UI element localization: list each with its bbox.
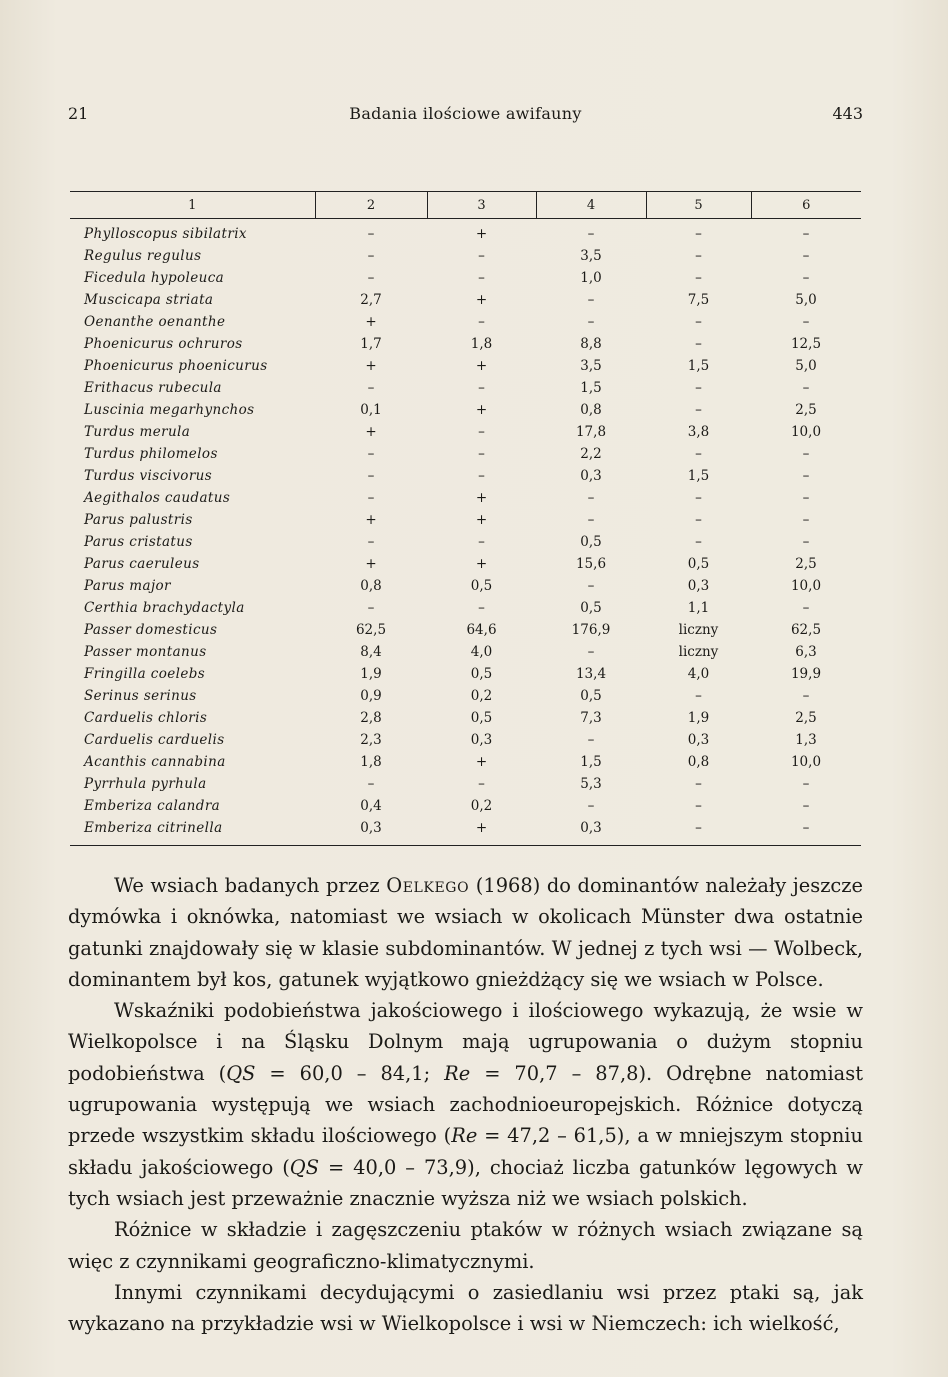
table-cell: 12,5: [790, 336, 822, 352]
table-row: [70, 311, 861, 333]
table-cell: 0,5: [470, 710, 493, 726]
table-cell: –: [802, 490, 810, 506]
table-row: [70, 707, 861, 729]
table-cell: –: [367, 380, 375, 396]
table-cell: –: [478, 270, 485, 286]
index-symbol: QS: [289, 1155, 319, 1179]
species-name: Pyrrhula pyrhula: [84, 776, 207, 792]
table-cell: –: [367, 776, 375, 792]
table-cell: +: [475, 292, 488, 308]
table-cell: –: [367, 270, 375, 286]
table-cell: 7,5: [687, 292, 710, 308]
table-cell: liczny: [678, 644, 719, 660]
table-row: [70, 817, 861, 846]
species-name: Turdus viscivorus: [84, 468, 213, 484]
table-cell: –: [695, 446, 702, 462]
table-cell: +: [475, 512, 488, 528]
table-cell: 6,3: [795, 644, 817, 660]
species-name: Parus cristatus: [84, 534, 193, 550]
table-row: [70, 289, 861, 311]
table-cell: +: [475, 402, 488, 418]
table-row: [70, 663, 861, 685]
table-cell: –: [478, 468, 485, 484]
table-cell: 62,5: [790, 622, 822, 638]
paragraph: Różnice w składzie i zagęszczeniu ptaków w różnych wsiach związane są więc z czynnikami geograficzno-klimatycznymi.: [68, 1218, 863, 1273]
table-cell: –: [367, 446, 375, 462]
table-row: [70, 487, 861, 509]
table-cell: –: [587, 732, 595, 748]
table-cell: –: [478, 600, 485, 616]
table-cell: –: [367, 600, 375, 616]
species-name: Certhia brachydactyla: [84, 600, 245, 616]
table-cell: 5,0: [795, 292, 817, 308]
column-header: 1: [70, 192, 315, 219]
column-header: 6: [751, 192, 861, 219]
species-name: Fringilla coelebs: [84, 666, 206, 682]
species-name: Turdus merula: [84, 424, 191, 440]
table-cell: 1,9: [360, 666, 382, 682]
table-cell: –: [587, 314, 595, 330]
table-cell: –: [478, 534, 485, 550]
table-cell: 5,0: [795, 358, 817, 374]
table-cell: –: [802, 248, 810, 264]
table-cell: +: [365, 424, 377, 440]
table-cell: +: [475, 358, 488, 374]
text-run: = 60,0 – 84,1;: [255, 1061, 445, 1085]
species-name: Aegithalos caudatus: [84, 490, 231, 506]
table-cell: 1,0: [580, 270, 602, 286]
index-symbol: Re: [444, 1061, 471, 1085]
text-run: = 40,0 – 73,9), chociaż liczba gatunków lęgowych w tych wsiach jest przeważnie znacznie wyższa niż we wsiach polskich.: [68, 1155, 864, 1210]
table-cell: –: [587, 226, 595, 242]
species-name: Carduelis chloris: [84, 710, 208, 726]
table-row: [70, 795, 861, 817]
table-cell: –: [802, 512, 810, 528]
table-cell: –: [478, 314, 485, 330]
table-cell: 1,9: [687, 710, 710, 726]
table-cell: –: [802, 820, 810, 836]
table-cell: 17,8: [575, 424, 607, 440]
table-cell: –: [695, 798, 702, 814]
species-name: Parus caeruleus: [84, 556, 200, 572]
table-cell: –: [802, 270, 810, 286]
table-cell: +: [475, 820, 488, 836]
bird-density-table: [70, 191, 861, 846]
species-name: Carduelis carduelis: [84, 732, 225, 748]
table-cell: –: [478, 776, 485, 792]
table-cell: 2,7: [360, 292, 382, 308]
table-row: [70, 443, 861, 465]
species-name: Serinus serinus: [84, 688, 197, 704]
table-cell: 0,5: [580, 688, 602, 704]
table-cell: –: [695, 248, 702, 264]
table-row: [70, 619, 861, 641]
table-cell: 0,5: [470, 578, 493, 594]
table-cell: 1,5: [580, 380, 602, 396]
index-symbol: QS: [226, 1061, 256, 1085]
table-row: [70, 531, 861, 553]
table-cell: 4,0: [687, 666, 710, 682]
table-cell: –: [695, 402, 702, 418]
species-name: Parus palustris: [84, 512, 193, 528]
table-cell: 7,3: [580, 710, 602, 726]
table-cell: 10,0: [790, 754, 822, 770]
running-header: [68, 104, 863, 130]
table-cell: 2,5: [795, 402, 817, 418]
species-name: Turdus philomelos: [84, 446, 218, 462]
table-cell: 1,3: [795, 732, 817, 748]
table-row: [70, 509, 861, 531]
table-cell: 4,0: [470, 644, 493, 660]
table-row: [70, 597, 861, 619]
paragraph: [68, 870, 863, 995]
table-row: [70, 575, 861, 597]
column-header: 5: [646, 192, 751, 219]
species-name: Muscicapa striata: [84, 292, 214, 308]
table-cell: –: [587, 512, 595, 528]
column-header: 3: [427, 192, 536, 219]
species-name: Erithacus rubecula: [84, 380, 222, 396]
table-cell: –: [802, 380, 810, 396]
table-cell: 0,3: [687, 578, 710, 594]
table-cell: –: [802, 446, 810, 462]
table-cell: –: [367, 490, 375, 506]
table-row: [70, 465, 861, 487]
text-run: (1968) do dominantów należały jeszcze dymówka i oknówka, natomiast we wsiach w okolicach Münster dwa ostatnie gatunki znajdowały się w klasie subdominantów. W jednej z tych wsi — Wolbeck, dominantem był kos, gatunek wyjątkowo gnieżdżący się we wsiach w Polsce.: [68, 874, 863, 991]
table-row: [70, 399, 861, 421]
table-cell: –: [587, 578, 595, 594]
table-cell: 0,5: [687, 556, 710, 572]
table-cell: –: [367, 226, 375, 242]
table-cell: +: [365, 358, 377, 374]
species-name: Emberiza calandra: [84, 798, 221, 814]
table-row: [70, 421, 861, 443]
table-row: [70, 219, 861, 246]
table-cell: 0,2: [470, 688, 493, 704]
table-cell: 0,3: [687, 732, 710, 748]
table-cell: 3,8: [687, 424, 710, 440]
species-name: Emberiza citrinella: [84, 820, 223, 836]
table-cell: 10,0: [790, 424, 822, 440]
table-cell: +: [365, 512, 377, 528]
table-cell: 0,8: [687, 754, 710, 770]
table-cell: –: [802, 226, 810, 242]
table-cell: 176,9: [571, 622, 611, 638]
table-cell: –: [695, 336, 702, 352]
species-name: Phoenicurus phoenicurus: [84, 358, 268, 374]
table-cell: 64,6: [466, 622, 497, 638]
species-name: Phoenicurus ochruros: [84, 336, 243, 352]
table-row: [70, 245, 861, 267]
table-cell: 2,2: [580, 446, 602, 462]
table-cell: –: [478, 446, 485, 462]
species-name: Ficedula hypoleuca: [84, 270, 225, 286]
table-cell: 1,5: [687, 468, 710, 484]
species-name: Parus major: [84, 578, 171, 594]
table-cell: 13,4: [575, 666, 607, 682]
table-cell: 0,3: [580, 820, 602, 836]
table-cell: –: [695, 688, 702, 704]
table-cell: 1,5: [580, 754, 602, 770]
table-cell: 2,3: [360, 732, 382, 748]
table-cell: 0,3: [360, 820, 382, 836]
table-cell: –: [695, 512, 702, 528]
page-number-left: 21: [68, 104, 89, 123]
table-cell: –: [802, 688, 810, 704]
table-row: [70, 751, 861, 773]
table-cell: 62,5: [355, 622, 387, 638]
table-cell: 3,5: [580, 248, 602, 264]
table-cell: 0,4: [360, 798, 382, 814]
species-name: Luscinia megarhynchos: [84, 402, 255, 418]
table-cell: –: [802, 534, 810, 550]
table-cell: 2,8: [360, 710, 382, 726]
table-cell: 0,8: [580, 402, 602, 418]
table-cell: 0,9: [360, 688, 382, 704]
species-name: Phylloscopus sibilatrix: [84, 226, 247, 242]
table-cell: –: [802, 314, 810, 330]
table-cell: +: [475, 490, 488, 506]
running-title: Badania ilościowe awifauny: [349, 104, 582, 123]
table-cell: 3,5: [580, 358, 602, 374]
page-number-right: 443: [832, 104, 863, 123]
table-cell: –: [478, 248, 485, 264]
table-cell: 0,2: [470, 798, 493, 814]
table-cell: 0,3: [470, 732, 493, 748]
table-cell: –: [695, 820, 702, 836]
paragraph: Innymi czynnikami decydującymi o zasiedlaniu wsi przez ptaki są, jak wykazano na przykładzie wsi w Wielkopolsce i wsi w Niemczech: ich wielkość,: [68, 1280, 863, 1336]
species-name: Oenanthe oenanthe: [84, 314, 226, 330]
table-cell: +: [365, 314, 377, 330]
table-cell: 0,5: [580, 534, 602, 550]
table-cell: –: [802, 468, 810, 484]
table-cell: –: [695, 314, 702, 330]
table-cell: 0,5: [470, 666, 493, 682]
table-row: [70, 773, 861, 795]
table-cell: +: [475, 754, 488, 770]
table-row: [70, 641, 861, 663]
table-cell: –: [802, 798, 810, 814]
table-cell: –: [695, 776, 702, 792]
table-cell: 2,5: [795, 556, 817, 572]
species-name: Acanthis cannabina: [84, 754, 226, 770]
table-cell: –: [478, 380, 485, 396]
table-cell: 1,7: [360, 336, 382, 352]
table-cell: –: [367, 534, 375, 550]
table-cell: –: [367, 468, 375, 484]
table-cell: –: [802, 776, 810, 792]
table-cell: –: [367, 248, 375, 264]
table-row: [70, 685, 861, 707]
table-cell: +: [475, 226, 488, 242]
table-cell: –: [802, 600, 810, 616]
table-cell: 1,5: [687, 358, 710, 374]
table-cell: 8,8: [580, 336, 602, 352]
table-cell: 15,6: [575, 556, 607, 572]
text-run: = 47,2 – 61,5), a w mniejszym stopniu składu jakościowego (: [68, 1124, 863, 1179]
author-name: Oelkego: [386, 874, 470, 897]
table-cell: 8,4: [360, 644, 382, 660]
column-header: 2: [315, 192, 427, 219]
table-cell: 10,0: [790, 578, 822, 594]
table-cell: 0,3: [580, 468, 602, 484]
table-cell: –: [695, 380, 702, 396]
table-cell: –: [695, 270, 702, 286]
table-cell: –: [587, 644, 595, 660]
paragraph: [68, 995, 863, 1214]
table-cell: –: [587, 798, 595, 814]
text-run: = 70,7 – 87,8). Odrębne natomiast ugrupowania występują we wsiach zachodnioeuropejskich. Różnice dotyczą przede wszystkim składu ilościowego (: [68, 1061, 863, 1148]
table-cell: –: [695, 226, 702, 242]
table-cell: +: [365, 556, 377, 572]
table-cell: –: [695, 490, 702, 506]
species-name: Regulus regulus: [84, 248, 202, 264]
table-row: [70, 729, 861, 751]
table-cell: 5,3: [580, 776, 602, 792]
table-cell: –: [587, 292, 595, 308]
text-run: We wsiach badanych przez: [114, 874, 387, 897]
table-row: [70, 377, 861, 399]
text-run: Wskaźniki podobieństwa jakościowego i ilościowego wykazują, że wsie w Wielkopolsce i na Śląsku Dolnym mają ugrupowania o dużym stopniu podobieństwa (: [68, 999, 863, 1085]
table-cell: +: [475, 556, 488, 572]
table-cell: –: [587, 490, 595, 506]
table-row: [70, 553, 861, 575]
index-symbol: Re: [451, 1124, 478, 1148]
table-row: [70, 267, 861, 289]
table-cell: 1,1: [687, 600, 710, 616]
table-cell: 0,1: [360, 402, 382, 418]
table-header-row: [70, 192, 861, 219]
table-cell: 1,8: [360, 754, 382, 770]
table-cell: 19,9: [790, 666, 822, 682]
species-name: Passer domesticus: [84, 622, 218, 638]
table-cell: –: [478, 424, 485, 440]
table-cell: 1,8: [470, 336, 493, 352]
table-cell: –: [695, 534, 702, 550]
species-name: Passer montanus: [84, 644, 207, 660]
table-cell: 2,5: [795, 710, 817, 726]
column-header: 4: [536, 192, 646, 219]
table-cell: liczny: [678, 622, 719, 638]
body-text: [68, 870, 863, 1339]
table-row: [70, 333, 861, 355]
table-cell: 0,8: [360, 578, 382, 594]
table-body: [70, 219, 861, 846]
table-cell: 0,5: [580, 600, 602, 616]
table-row: [70, 355, 861, 377]
